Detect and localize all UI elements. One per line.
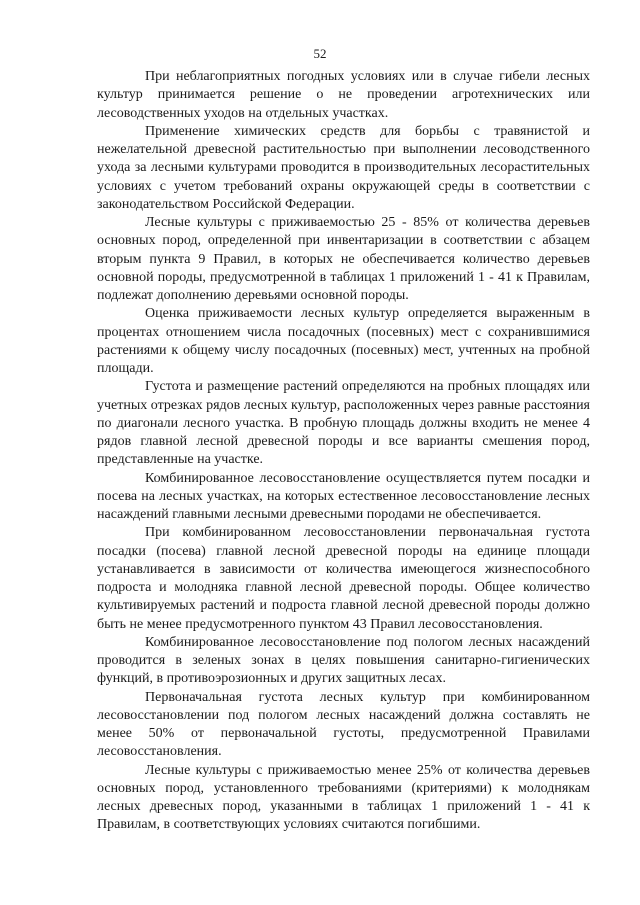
paragraph-9: Первоначальная густота лесных культур при комбинированном лесовосстановлении под пологом лесных насаждений должна составлять не менее 50% от первоначальной густоты, предусмотренной Правилами лесовосстановления. <box>97 689 590 760</box>
paragraph-1: При неблагоприятных погодных условиях или в случае гибели лесных культур принимается решение о не проведении агротехнических или лесоводственных уходов на отдельных участках. <box>97 69 590 121</box>
page-number: 52 <box>313 46 327 61</box>
paragraph-6: Комбинированное лесовосстановление осуществляется путем посадки и посева на лесных участках, на которых естественное лесовосстановление лесных насаждений главными лесными древесными породами не обеспечивается. <box>97 470 590 522</box>
paragraph-3: Лесные культуры с приживаемостью 25 - 85% от количества деревьев основных пород, определенной при инвентаризации в соответствии с абзацем вторым пункта 9 Правил, в которых не обеспечивается количество деревьев основной породы, предусмотренной в таблицах 1 приложений 1 - 41 к Правилам, подлежат дополнению деревьями основной породы. <box>97 215 590 303</box>
document-body <box>97 68 590 835</box>
paragraph-8: Комбинированное лесовосстановление под пологом лесных насаждений проводится в зеленых зонах в целях повышения санитарно-гигиенических функций, в противоэрозионных и других защитных лесах. <box>97 634 590 687</box>
paragraph-4: Оценка приживаемости лесных культур определяется выраженным в процентах отношением числа посадочных (посевных) мест с сохранившимися растениями к общему числу посадочных (посевных) мест, учтенных на пробной площади. <box>97 306 590 376</box>
paragraph-10: Лесные культуры с приживаемостью менее 25% от количества деревьев основных пород, установленного требованиями (критериями) к молоднякам лесных древесных пород, указанными в таблицах 1 приложений 1 - 41 к Правилам, в соответствующих условиях считаются погибшими. <box>97 762 590 833</box>
paragraph-5: Густота и размещение растений определяются на пробных площадях или учетных отрезках рядов лесных культур, расположенных через равные расстояния по диагонали лесного участка. В пробную площадь должны входить не менее 4 рядов главной лесной древесной породы и все варианты смешения пород, представленные на участке. <box>97 379 590 468</box>
paragraph-2: Применение химических средств для борьбы с травянистой и нежелательной древесной растительностью при выполнении лесоводственного ухода за лесными культурами проводится в производительных лесорастительных условиях с учетом требований охраны окружающей среды в соответствии с законодательством Российской Федерации. <box>97 123 590 212</box>
paragraph-7: При комбинированном лесовосстановлении первоначальная густота посадки (посева) главной лесной древесной породы на единице площади устанавливается в зависимости от количества имеющегося жизнеспособного подроста и молодняка главной лесной древесной породы. Общее количество культивируемых растений и подроста главной лесной древесной породы должно быть не менее предусмотренного пунктом 43 Правил лесовосстановления. <box>97 525 590 632</box>
